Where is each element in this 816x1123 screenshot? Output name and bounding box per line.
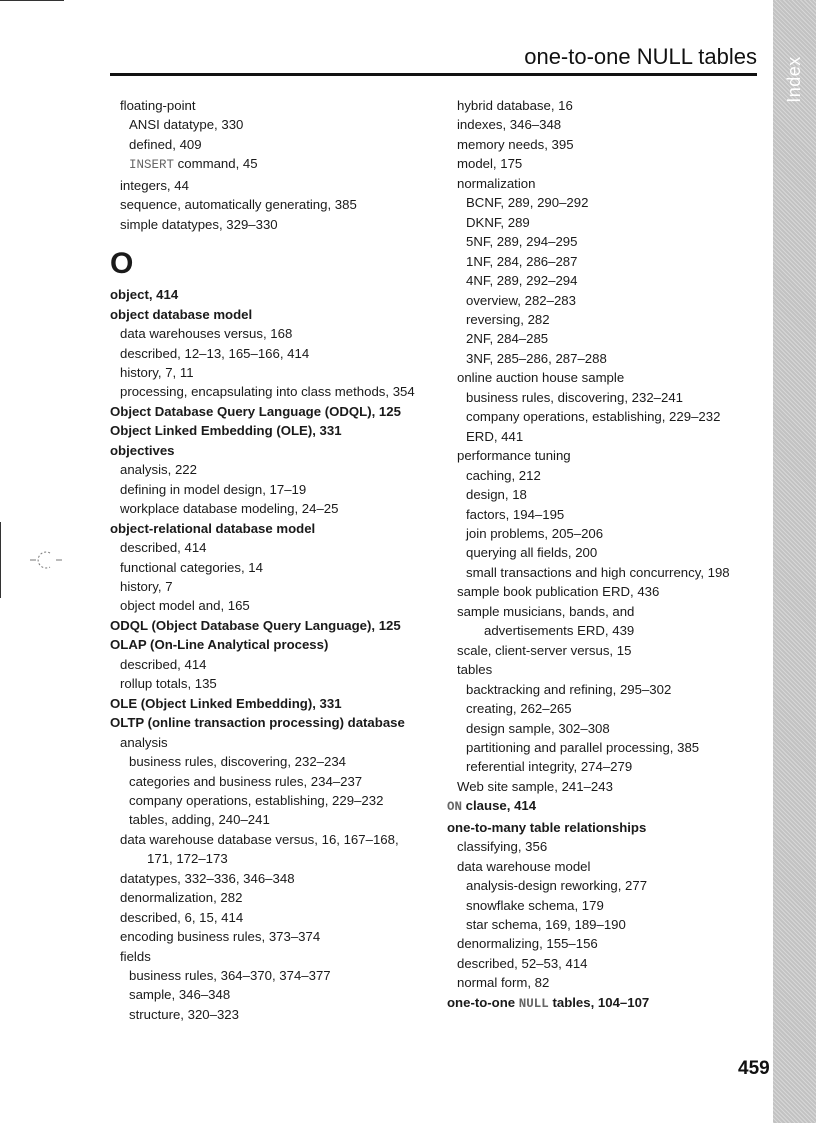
thumb-tab-label: Index	[784, 55, 805, 103]
section-letter: O	[110, 247, 134, 281]
entry-text: denormalization, 282	[120, 890, 243, 906]
index-column-left	[110, 96, 440, 1024]
entry-text: data warehouse model	[457, 858, 591, 874]
index-subentry	[447, 641, 777, 660]
entry-text: business rules, discovering, 232–234	[129, 754, 346, 770]
entry-text: analysis, 222	[120, 462, 197, 478]
entry-text: object model and, 165	[120, 598, 250, 614]
entry-text: referential integrity, 274–279	[466, 759, 633, 775]
index-subentry	[110, 830, 440, 849]
entry-text: categories and business rules, 234–237	[129, 773, 363, 789]
entry-text: rollup totals, 135	[120, 676, 217, 692]
entry-text: encoding business rules, 373–374	[120, 929, 321, 945]
entry-text: OLE (Object Linked Embedding), 331	[110, 695, 342, 711]
entry-text: 171, 172–173	[147, 851, 228, 867]
entry-text: snowflake schema, 179	[466, 897, 604, 913]
index-subentry	[447, 524, 777, 543]
entry-text: model, 175	[457, 156, 523, 172]
index-subentry	[447, 252, 777, 271]
index-subentry	[447, 115, 777, 134]
index-subentry	[110, 382, 440, 401]
entry-text: ERD, 441	[466, 428, 524, 444]
index-subentry	[447, 96, 777, 115]
index-subentry	[447, 193, 777, 212]
entry-text: querying all fields, 200	[466, 545, 598, 561]
entry-text: processing, encapsulating into class methods, 354	[120, 384, 415, 400]
index-subentry	[110, 460, 440, 479]
index-subentry	[447, 232, 777, 251]
index-subentry	[447, 837, 777, 856]
entry-text: simple datatypes, 329–330	[120, 216, 278, 232]
entry-text: described, 414	[120, 540, 207, 556]
index-subentry	[110, 849, 440, 868]
index-subentry	[447, 466, 777, 485]
entry-text: analysis-design reworking, 277	[466, 878, 648, 894]
index-subentry	[447, 291, 777, 310]
index-subentry	[110, 558, 440, 577]
entry-text: history, 7, 11	[120, 364, 194, 380]
index-subentry	[110, 869, 440, 888]
index-subentry	[447, 680, 777, 699]
entry-text: creating, 262–265	[466, 701, 572, 717]
entry-text: ODQL (Object Database Query Language), 125	[110, 617, 401, 633]
index-main-entry	[110, 713, 440, 732]
index-subentry	[110, 215, 440, 234]
entry-text: design sample, 302–308	[466, 720, 610, 736]
entry-text: datatypes, 332–336, 346–348	[120, 870, 295, 886]
index-subentry	[110, 1005, 440, 1024]
index-subentry	[447, 660, 777, 679]
entry-text: Object Linked Embedding (OLE), 331	[110, 423, 342, 439]
page-number: 459	[738, 1058, 770, 1079]
entry-text: Web site sample, 241–243	[457, 778, 613, 794]
index-subentry	[447, 427, 777, 446]
section-gap	[110, 234, 440, 246]
entry-text: OLAP (On-Line Analytical process)	[110, 637, 329, 653]
header-rule	[110, 73, 757, 76]
entry-text: functional categories, 14	[120, 559, 263, 575]
index-subentry	[110, 772, 440, 791]
index-subentry	[447, 213, 777, 232]
entry-text: performance tuning	[457, 448, 571, 464]
index-main-entry	[110, 421, 440, 440]
entry-text: tables, adding, 240–241	[129, 812, 270, 828]
entry-text: workplace database modeling, 24–25	[120, 501, 339, 517]
index-subentry	[110, 888, 440, 907]
entry-text: Object Database Query Language (ODQL), 125	[110, 403, 401, 419]
entry-text: DKNF, 289	[466, 214, 530, 230]
index-subentry	[110, 752, 440, 771]
entry-text: objectives	[110, 442, 175, 458]
entry-text: described, 414	[120, 656, 207, 672]
index-subentry	[447, 757, 777, 776]
entry-text: overview, 282–283	[466, 292, 576, 308]
index-subentry	[447, 876, 777, 895]
index-subentry	[110, 577, 440, 596]
entry-text: defining in model design, 17–19	[120, 481, 307, 497]
entry-text: data warehouses versus, 168	[120, 326, 293, 342]
index-subentry	[447, 699, 777, 718]
index-subentry	[110, 791, 440, 810]
index-subentry	[447, 543, 777, 562]
entry-text: tables	[457, 662, 493, 678]
index-subentry	[110, 115, 440, 134]
entry-text: OLTP (online transaction processing) database	[110, 715, 405, 731]
index-main-entry	[110, 305, 440, 324]
index-subentry	[110, 480, 440, 499]
entry-text: small transactions and high concurrency, 198	[466, 564, 730, 580]
entry-text: caching, 212	[466, 467, 541, 483]
entry-text: normalization	[457, 175, 536, 191]
index-subentry	[110, 927, 440, 946]
entry-text: 5NF, 289, 294–295	[466, 234, 578, 250]
index-subentry	[110, 96, 440, 115]
entry-text: 3NF, 285–286, 287–288	[466, 350, 607, 366]
index-main-entry	[110, 616, 440, 635]
entry-text: one-to-one	[447, 994, 519, 1010]
index-subentry	[447, 915, 777, 934]
index-subentry	[110, 176, 440, 195]
entry-text: backtracking and refining, 295–302	[466, 681, 672, 697]
index-main-entry	[110, 402, 440, 421]
index-subentry	[447, 973, 777, 992]
entry-text: hybrid database, 16	[457, 98, 573, 113]
crop-mark-top	[0, 0, 64, 1]
entry-text: structure, 320–323	[129, 1006, 239, 1022]
index-subentry	[447, 738, 777, 757]
index-subentry	[447, 271, 777, 290]
index-subentry	[447, 582, 777, 601]
index-subentry	[447, 329, 777, 348]
entry-text: partitioning and parallel processing, 385	[466, 739, 700, 755]
registration-mark-icon	[30, 550, 62, 570]
index-subentry	[447, 407, 777, 426]
index-subentry	[110, 195, 440, 214]
entry-text: denormalizing, 155–156	[457, 936, 598, 952]
entry-text: object database model	[110, 306, 253, 322]
index-column-right	[447, 96, 777, 1014]
index-subentry	[110, 966, 440, 985]
index-main-entry	[447, 796, 777, 817]
entry-text: sample book publication ERD, 436	[457, 584, 660, 600]
entry-text: described, 52–53, 414	[457, 955, 588, 971]
entry-text: business rules, 364–370, 374–377	[129, 968, 331, 984]
entry-text: sequence, automatically generating, 385	[120, 197, 357, 213]
index-subentry	[447, 174, 777, 193]
index-subentry	[110, 363, 440, 382]
entry-text: join problems, 205–206	[466, 525, 604, 541]
index-main-entry	[110, 519, 440, 538]
index-subentry	[110, 947, 440, 966]
index-subentry	[110, 733, 440, 752]
index-subentry	[447, 934, 777, 953]
entry-text: scale, client-server versus, 15	[457, 642, 632, 658]
running-head: one-to-one NULL tables	[524, 44, 757, 69]
entry-text: command, 45	[174, 156, 258, 172]
entry-text: fields	[120, 948, 151, 964]
entry-text: defined, 409	[129, 136, 202, 152]
entry-text: object-relational database model	[110, 520, 316, 536]
entry-text: reversing, 282	[466, 311, 550, 327]
index-main-entry	[110, 635, 440, 654]
entry-text: floating-point	[120, 98, 196, 113]
index-subentry	[447, 505, 777, 524]
entry-text: 4NF, 289, 292–294	[466, 273, 578, 289]
index-subentry	[447, 446, 777, 465]
index-thumb-tab	[773, 0, 816, 1123]
index-subentry	[447, 857, 777, 876]
index-subentry	[110, 538, 440, 557]
entry-text: business rules, discovering, 232–241	[466, 389, 683, 405]
index-subentry	[447, 777, 777, 796]
index-subentry	[447, 485, 777, 504]
entry-text: company operations, establishing, 229–232	[466, 409, 721, 425]
entry-text: 2NF, 284–285	[466, 331, 549, 347]
index-subentry	[110, 324, 440, 343]
index-subentry	[447, 621, 777, 640]
code-term: INSERT	[129, 158, 175, 173]
index-subentry	[447, 563, 777, 582]
entry-text: advertisements ERD, 439	[484, 623, 635, 639]
index-main-entry	[447, 993, 777, 1014]
entry-text: history, 7	[120, 578, 173, 594]
index-subentry	[447, 954, 777, 973]
entry-text: factors, 194–195	[466, 506, 565, 522]
index-subentry	[110, 499, 440, 518]
entry-text: one-to-many table relationships	[447, 819, 647, 835]
entry-text: sample musicians, bands, and	[457, 603, 635, 619]
entry-text: sample, 346–348	[129, 987, 231, 1003]
entry-text: star schema, 169, 189–190	[466, 917, 626, 933]
index-main-entry	[110, 285, 440, 304]
index-subentry	[447, 368, 777, 387]
entry-text: object, 414	[110, 287, 179, 303]
entry-text: ANSI datatype, 330	[129, 117, 244, 133]
index-subentry	[447, 349, 777, 368]
index-main-entry	[447, 818, 777, 837]
entry-text: indexes, 346–348	[457, 117, 562, 133]
entry-text: described, 6, 15, 414	[120, 909, 244, 925]
entry-text: BCNF, 289, 290–292	[466, 195, 589, 211]
index-subentry	[110, 344, 440, 363]
entry-text: analysis	[120, 734, 168, 750]
entry-text: memory needs, 395	[457, 136, 574, 152]
index-subentry	[447, 388, 777, 407]
entry-text: classifying, 356	[457, 839, 548, 855]
entry-text: data warehouse database versus, 16, 167–168,	[120, 831, 399, 847]
index-subentry	[447, 310, 777, 329]
entry-text: tables, 104–107	[548, 994, 650, 1010]
entry-text: normal form, 82	[457, 975, 550, 991]
index-subentry	[447, 154, 777, 173]
entry-text: clause, 414	[462, 798, 537, 814]
entry-text: 1NF, 284, 286–287	[466, 253, 578, 269]
index-main-entry	[110, 441, 440, 460]
entry-text: described, 12–13, 165–166, 414	[120, 345, 310, 361]
index-subentry	[110, 135, 440, 154]
index-main-entry	[110, 694, 440, 713]
index-subentry	[447, 602, 777, 621]
code-term: ON	[447, 800, 463, 815]
index-subentry	[110, 596, 440, 615]
index-subentry	[447, 896, 777, 915]
index-subentry	[110, 908, 440, 927]
entry-text: company operations, establishing, 229–232	[129, 792, 384, 808]
index-subentry	[447, 719, 777, 738]
entry-text: online auction house sample	[457, 370, 625, 386]
crop-mark-left	[0, 522, 1, 598]
index-subentry	[447, 135, 777, 154]
entry-text: integers, 44	[120, 177, 189, 193]
entry-text: design, 18	[466, 487, 527, 503]
index-subentry	[110, 655, 440, 674]
index-subentry	[110, 810, 440, 829]
index-subentry	[110, 154, 440, 175]
code-term: NULL	[518, 996, 549, 1011]
index-subentry	[110, 985, 440, 1004]
index-subentry	[110, 674, 440, 693]
